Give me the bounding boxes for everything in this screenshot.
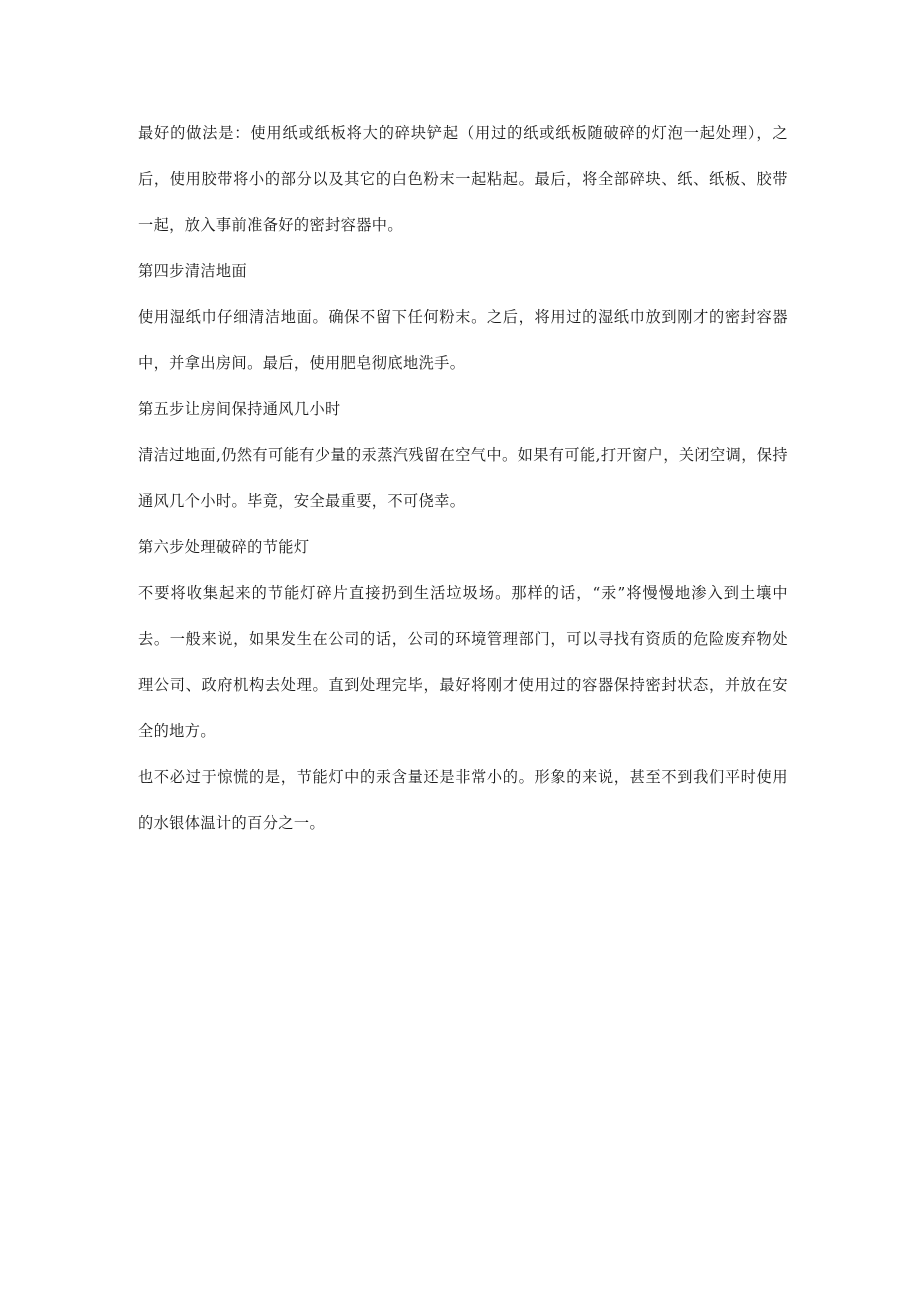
heading-step-six: 第六步处理破碎的节能灯	[138, 538, 310, 556]
paragraph-ventilate: 清洁过地面,仍然有可能有少量的汞蒸汽残留在空气中。如果有可能,打开窗户，关闭空调，保持通风几个小时。毕竟，安全最重要，不可侥幸。	[138, 446, 788, 510]
heading-step-five: 第五步让房间保持通风几小时	[138, 400, 341, 418]
document-body	[138, 110, 788, 846]
paragraph-clean-floor: 使用湿纸巾仔细清洁地面。确保不留下任何粉末。之后，将用过的湿纸巾放到刚才的密封容器中，并拿出房间。最后，使用肥皂彻底地洗手。	[138, 308, 788, 372]
paragraph-mercury-amount: 也不必过于惊慌的是，节能灯中的汞含量还是非常小的。形象的来说，甚至不到我们平时使用的水银体温计的百分之一。	[138, 768, 788, 832]
paragraph-cleanup-method: 最好的做法是：使用纸或纸板将大的碎块铲起（用过的纸或纸板随破碎的灯泡一起处理），之后，使用胶带将小的部分以及其它的白色粉末一起粘起。最后，将全部碎块、纸、纸板、胶带一起，放入事前准备好的密封容器中。	[138, 124, 788, 234]
heading-step-four: 第四步清洁地面	[138, 262, 248, 280]
paragraph-dispose: 不要将收集起来的节能灯碎片直接扔到生活垃圾场。那样的话，“汞”将慢慢地渗入到土壤中去。一般来说，如果发生在公司的话，公司的环境管理部门，可以寻找有资质的危险废弃物处理公司、政府机构去处理。直到处理完毕，最好将刚才使用过的容器保持密封状态，并放在安全的地方。	[138, 584, 788, 740]
